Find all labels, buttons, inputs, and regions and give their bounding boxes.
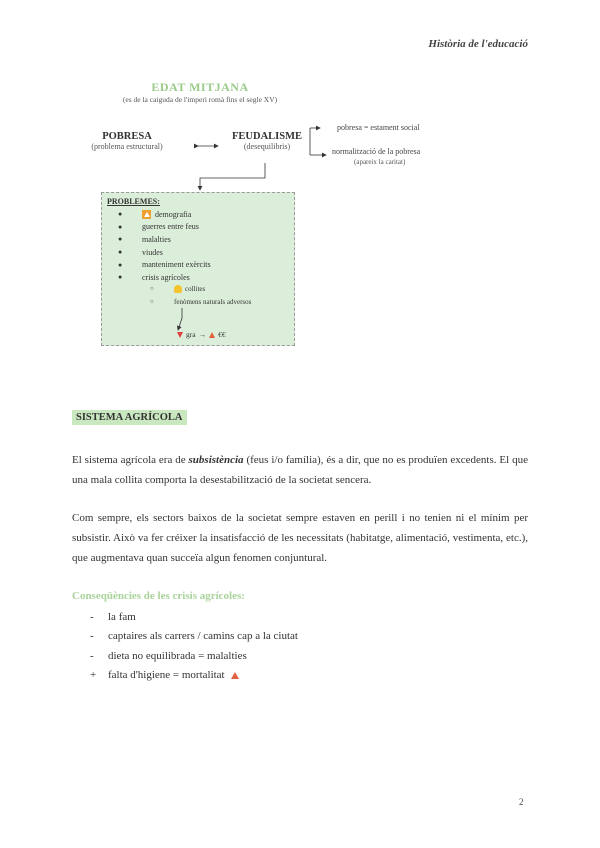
pobresa-subtitle: (problema estructural) xyxy=(91,142,163,151)
feudalisme-subtitle: (desequilibris) xyxy=(243,142,291,151)
pobresa-title: POBRESA xyxy=(102,131,152,142)
bullet: ● xyxy=(118,273,123,282)
list-item: - captaires als carrers / camins cap a la ciutat xyxy=(90,630,298,643)
section-heading: SISTEMA AGRÍCOLA xyxy=(72,410,187,425)
list-item: ● manteniment exèrcits xyxy=(118,260,211,270)
page-number: 2 xyxy=(519,797,524,807)
feudalisme-title: FEUDALISME xyxy=(231,131,302,142)
normalitzacio-text: normalització de la pobresa xyxy=(332,147,421,156)
list-item: ● crisis agrícoles xyxy=(118,272,190,282)
diagram-subtitle: (es de la caiguda de l'imperi romà fins el segle XV) xyxy=(122,95,278,104)
bullet: ● xyxy=(118,248,123,257)
list-item: + falta d'higiene = mortalitat xyxy=(90,666,298,686)
list-item: ● demografia xyxy=(118,209,192,219)
increase-icon xyxy=(209,332,215,338)
list-item: - la fam xyxy=(90,610,136,623)
bullet: ● xyxy=(118,222,123,231)
list-item: ○ fenòmens naturals adversos xyxy=(150,297,252,306)
bullet: ● xyxy=(118,235,123,244)
result-arrow: → xyxy=(198,330,207,339)
increase-icon xyxy=(231,672,239,679)
caritat-text: (apareix la caritat) xyxy=(354,158,406,166)
emphasis-subsistencia: subsistència xyxy=(188,454,244,466)
decrease-icon xyxy=(177,332,183,338)
result-gra: gra xyxy=(186,330,196,339)
consequences-title: Conseqüències de les crisis agrícoles: xyxy=(72,590,245,602)
list-item: ○ collites xyxy=(150,284,206,293)
paragraph-1: El sistema agrícola era de subsistència (feus i/o família), és a dir, que no es produïen excedents. El que una mala collita comporta la desestabilització de la societat sencera. xyxy=(72,454,528,486)
list-item: - dieta no equilibrada = malalties xyxy=(90,649,247,662)
problems-heading: PROBLEMES: xyxy=(107,197,160,206)
list-item: ● guerres entre feus xyxy=(118,222,199,232)
result-euros: €€ xyxy=(218,330,226,339)
bullet: ● xyxy=(118,210,123,219)
list-item: ● malalties xyxy=(118,234,171,244)
sub-bullet: ○ xyxy=(150,285,154,292)
bullet: ● xyxy=(118,260,123,269)
pobresa-estament-text: pobresa = estament social xyxy=(337,123,420,132)
consequences-list xyxy=(90,607,298,685)
result-line xyxy=(177,330,226,339)
paragraph-2: Com sempre, els sectors baixos de la societat sempre estaven en perill i no tenien ni el mínim per subsistir. Això va fer créixer la insatisfacció de les necessitats (habitatge, alimentació, vestimenta, etc.), que augmentava quan succeïa algun fenomen conjuntural. xyxy=(72,512,528,564)
document-header: Història de l'educació xyxy=(428,38,528,50)
list-item: ● viudes xyxy=(118,247,163,257)
diagram-title: EDAT MITJANA xyxy=(151,80,249,94)
sub-bullet: ○ xyxy=(150,298,154,305)
